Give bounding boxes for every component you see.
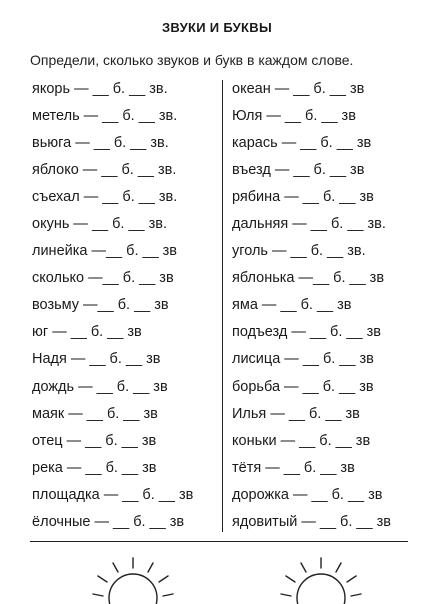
exercise-row: Юля — __ б. __ зв — [232, 108, 356, 125]
right-word-column — [232, 76, 412, 536]
exercise-row: сколько —__ б. __ зв — [32, 270, 174, 287]
left-word-column — [32, 76, 217, 536]
exercise-row: ёлочные — __ б. __ зв — [32, 513, 185, 530]
bottom-rule — [30, 541, 408, 542]
exercise-row: Илья — __ б. __ зв — [232, 405, 360, 422]
sun-icon — [276, 546, 366, 604]
sun-icon — [88, 546, 178, 604]
exercise-row: съехал — __ б. __ зв. — [32, 189, 178, 206]
exercise-row: океан — __ б. __ зв — [232, 81, 365, 97]
exercise-row: въезд — __ б. __ зв — [232, 162, 365, 179]
exercise-row: яблоко — __ б. __ зв. — [32, 162, 177, 179]
exercise-row: дальняя — __ б. __ зв. — [232, 216, 386, 233]
exercise-row: возьму —__ б. __ зв — [32, 297, 169, 314]
exercise-row: дождь — __ б. __ зв — [32, 378, 168, 395]
instruction-text: Определи, сколько звуков и букв в каждом слове. — [30, 52, 354, 68]
exercise-row: подъезд — __ б. __ зв — [232, 324, 381, 341]
exercise-row: окунь — __ б. __ зв. — [32, 216, 167, 233]
exercise-row: рябина — __ б. __ зв — [232, 189, 374, 206]
exercise-row: коньки — __ б. __ зв — [232, 432, 371, 449]
exercise-row: метель — __ б. __ зв. — [32, 108, 178, 125]
exercise-row: дорожка — __ б. __ зв — [232, 486, 383, 503]
exercise-row: якорь — __ б. __ зв. — [32, 81, 168, 97]
exercise-row: яблонька —__ б. __ зв — [232, 270, 385, 287]
exercise-row: отец — __ б. __ зв — [32, 432, 157, 449]
exercise-row: уголь — __ б. __ зв. — [232, 243, 366, 260]
exercise-row: яма — __ б. __ зв — [232, 297, 352, 314]
exercise-row: река — __ б. __ зв — [32, 459, 157, 476]
page-title: ЗВУКИ И БУКВЫ — [161, 20, 273, 35]
column-divider — [222, 80, 223, 532]
exercise-row: тётя — __ б. __ зв — [232, 459, 355, 476]
exercise-row: лисица — __ б. __ зв — [232, 351, 374, 368]
exercise-row: ядовитый — __ б. __ зв — [232, 513, 391, 530]
exercise-row: площадка — __ б. __ зв — [32, 486, 194, 503]
exercise-row: юг — __ б. __ зв — [32, 324, 142, 341]
exercise-row: карась — __ б. __ зв — [232, 135, 372, 152]
exercise-row: вьюга — __ б. __ зв. — [32, 135, 169, 152]
exercise-row: Надя — __ б. __ зв — [32, 351, 161, 368]
exercise-row: линейка —__ б. __ зв — [32, 243, 178, 260]
exercise-row: маяк — __ б. __ зв — [32, 405, 158, 422]
exercise-row: борьба — __ б. __ зв — [232, 378, 374, 395]
